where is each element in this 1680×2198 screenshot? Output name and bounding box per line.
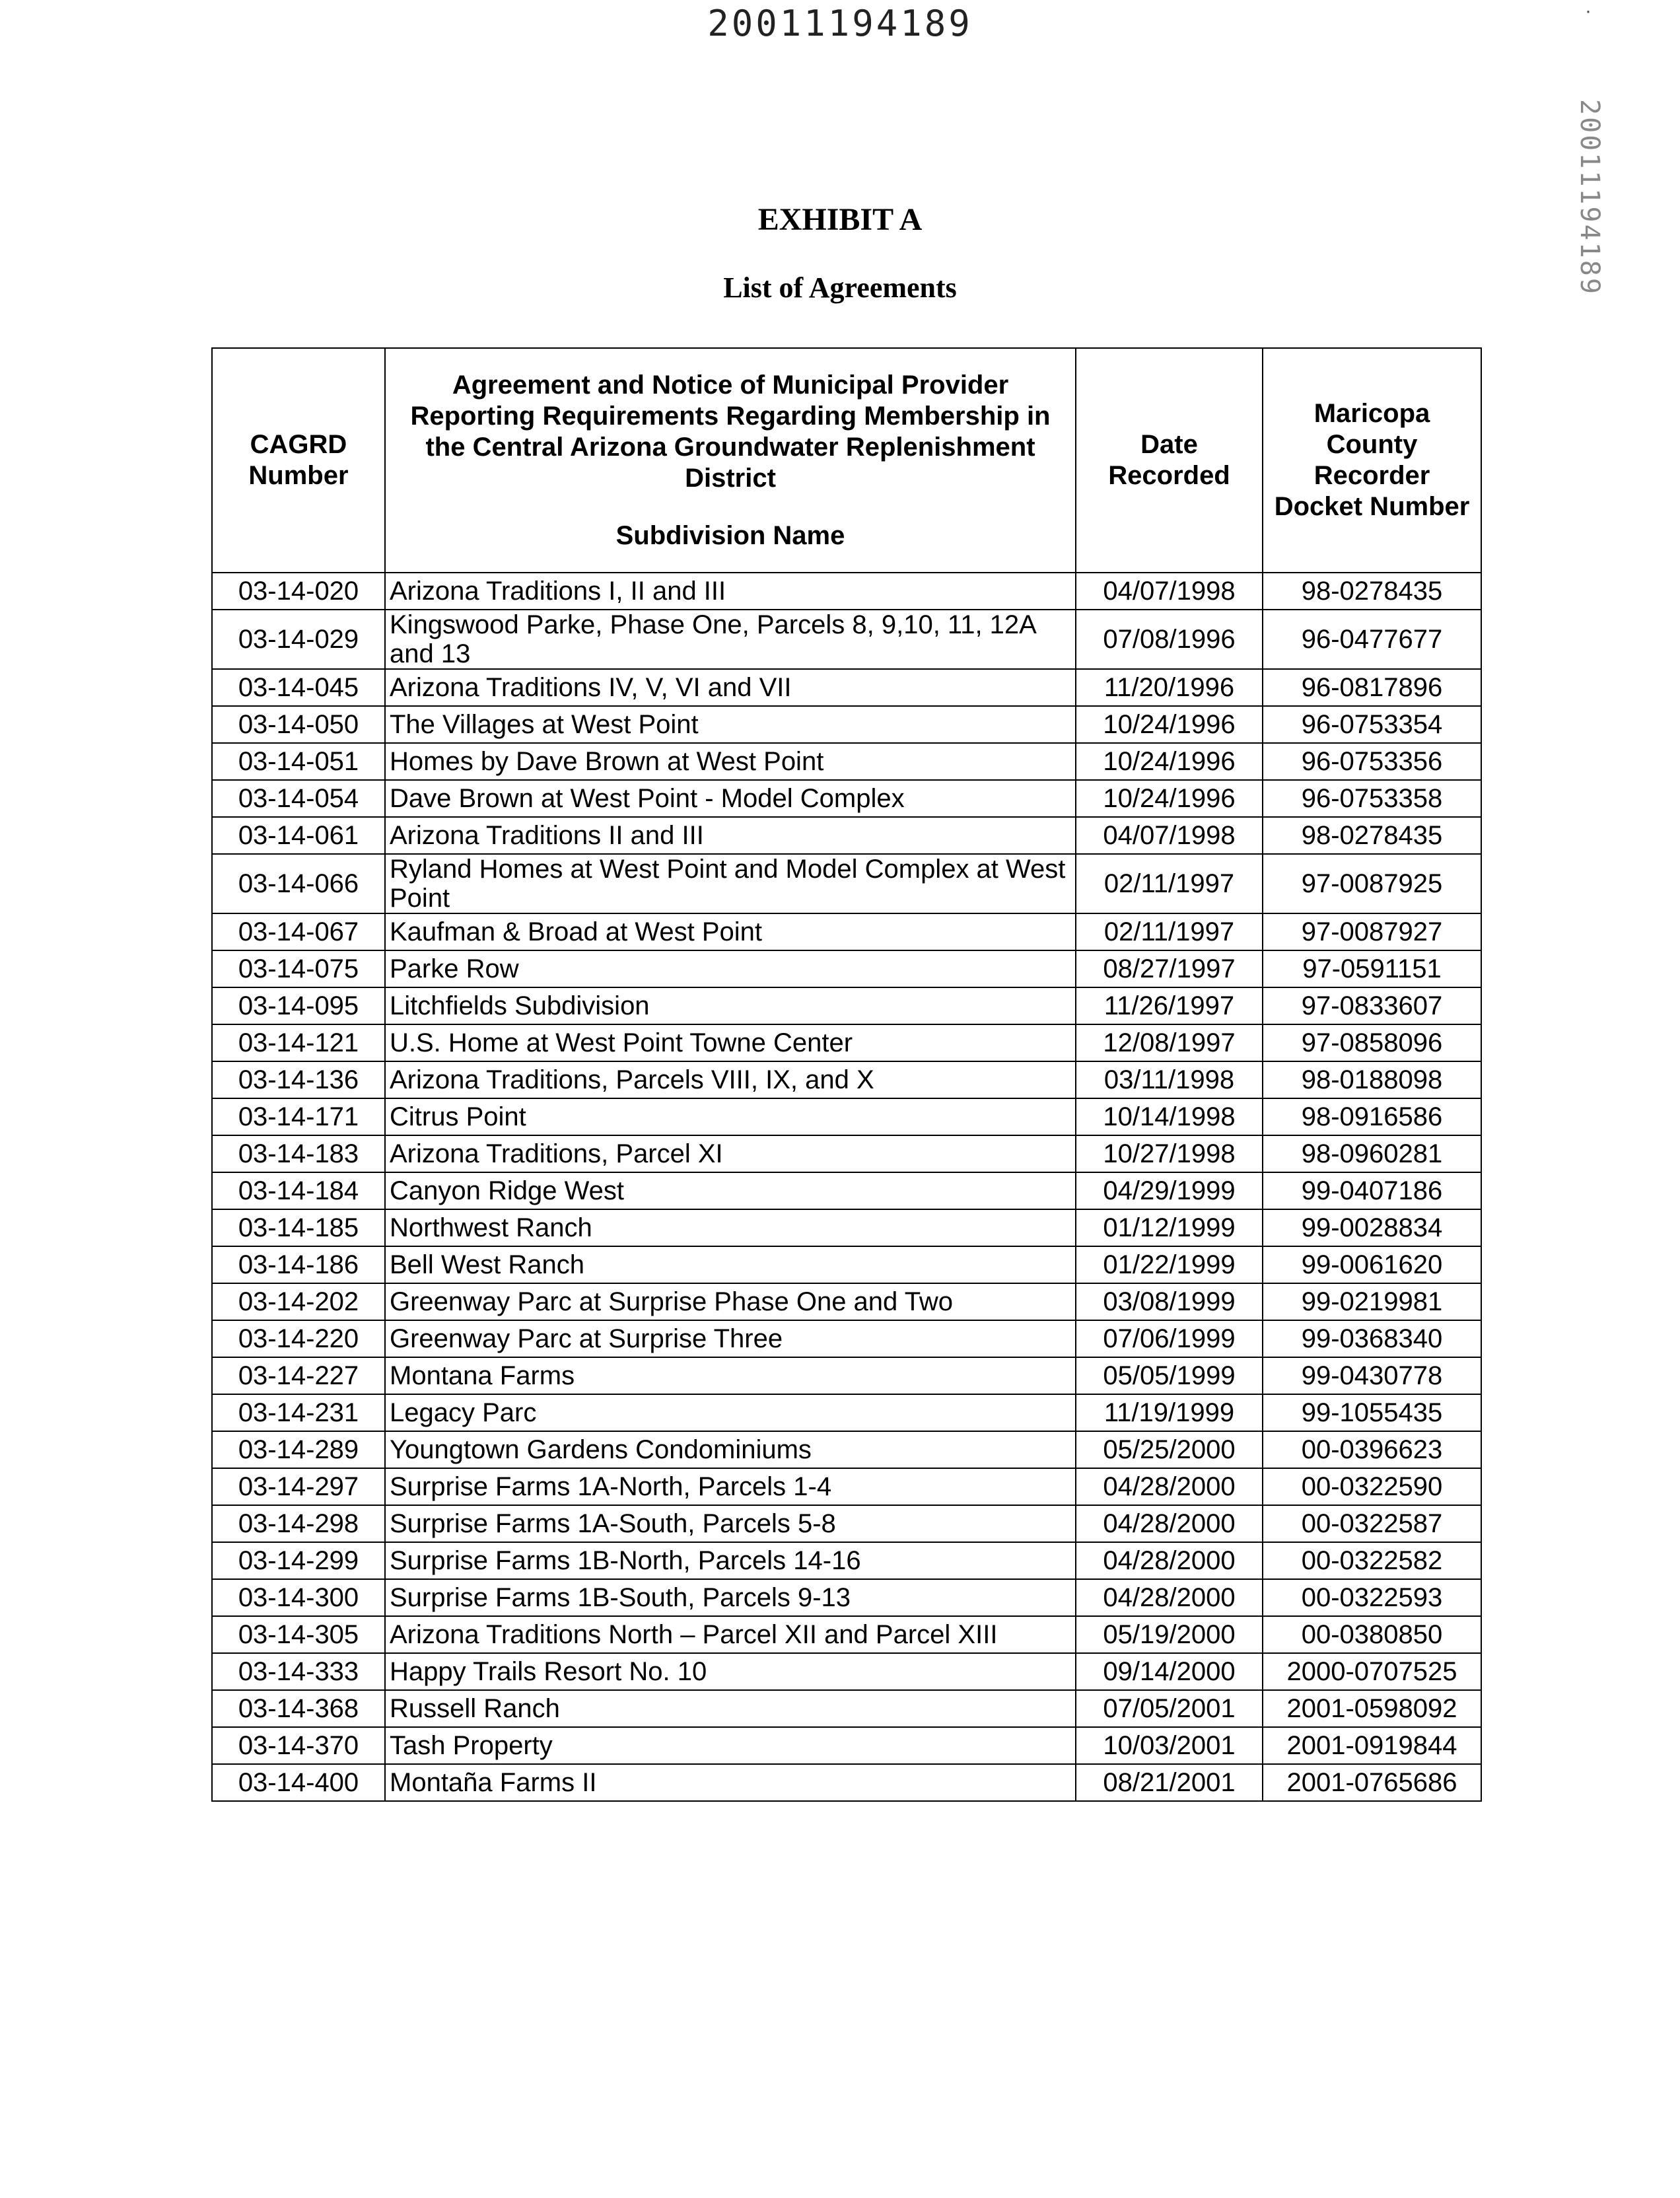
date-recorded-cell: 11/20/1996: [1076, 669, 1263, 706]
table-row: [212, 1172, 1481, 1209]
table-row: [212, 1209, 1481, 1246]
subdivision-name-cell: Greenway Parc at Surprise Phase One and Two: [385, 1283, 1076, 1320]
subdivision-name-cell: Surprise Farms 1B-North, Parcels 14-16: [385, 1542, 1076, 1579]
cagrd-cell: 03-14-185: [212, 1209, 385, 1246]
table-row: [212, 987, 1481, 1024]
subdivision-name-cell: Kingswood Parke, Phase One, Parcels 8, 9,10, 11, 12A and 13: [385, 610, 1076, 669]
cagrd-cell: 03-14-370: [212, 1727, 385, 1764]
date-recorded-cell: 09/14/2000: [1076, 1653, 1263, 1690]
subdivision-name-cell: Homes by Dave Brown at West Point: [385, 743, 1076, 780]
subdivision-name-cell: The Villages at West Point: [385, 706, 1076, 743]
cagrd-cell: 03-14-305: [212, 1616, 385, 1653]
subdivision-name-cell: Ryland Homes at West Point and Model Complex at West Point: [385, 854, 1076, 913]
docket-number-cell: 2000-0707525: [1263, 1653, 1481, 1690]
docket-number-cell: 98-0278435: [1263, 573, 1481, 610]
subdivision-name-cell: Arizona Traditions I, II and III: [385, 573, 1076, 610]
cagrd-cell: 03-14-184: [212, 1172, 385, 1209]
docket-number-cell: 97-0591151: [1263, 950, 1481, 987]
date-recorded-cell: 04/07/1998: [1076, 817, 1263, 854]
cagrd-cell: 03-14-299: [212, 1542, 385, 1579]
cagrd-cell: 03-14-171: [212, 1098, 385, 1135]
date-recorded-cell: 01/12/1999: [1076, 1209, 1263, 1246]
cagrd-cell: 03-14-045: [212, 669, 385, 706]
date-recorded-cell: 10/24/1996: [1076, 743, 1263, 780]
table-row: [212, 1394, 1481, 1431]
docket-number-cell: 97-0087925: [1263, 854, 1481, 913]
subdivision-name-cell: Canyon Ridge West: [385, 1172, 1076, 1209]
subdivision-name-cell: Youngtown Gardens Condominiums: [385, 1431, 1076, 1468]
docket-number-cell: 99-1055435: [1263, 1394, 1481, 1431]
subdivision-name-cell: Montaña Farms II: [385, 1764, 1076, 1801]
document-number: 20011194189: [707, 3, 973, 44]
subdivision-name-cell: Tash Property: [385, 1727, 1076, 1764]
date-recorded-cell: 04/07/1998: [1076, 573, 1263, 610]
table-row: [212, 1357, 1481, 1394]
docket-number-cell: 98-0278435: [1263, 817, 1481, 854]
cagrd-cell: 03-14-029: [212, 610, 385, 669]
table-row: [212, 950, 1481, 987]
date-recorded-cell: 04/28/2000: [1076, 1542, 1263, 1579]
date-recorded-cell: 04/28/2000: [1076, 1468, 1263, 1505]
corner-mark: ·: [1585, 0, 1592, 22]
subdivision-name-cell: Litchfields Subdivision: [385, 987, 1076, 1024]
cagrd-cell: 03-14-289: [212, 1431, 385, 1468]
table-row: [212, 817, 1481, 854]
cagrd-cell: 03-14-020: [212, 573, 385, 610]
table-row: [212, 1061, 1481, 1098]
docket-number-cell: 97-0858096: [1263, 1024, 1481, 1061]
table-row: [212, 1727, 1481, 1764]
docket-number-cell: 97-0087927: [1263, 913, 1481, 950]
cagrd-cell: 03-14-227: [212, 1357, 385, 1394]
date-recorded-cell: 07/06/1999: [1076, 1320, 1263, 1357]
table-row: [212, 1653, 1481, 1690]
header-agreement-title: Agreement and Notice of Municipal Provider Reporting Requirements Regarding Membership in the Central Arizona Groundwater Replenishment District: [410, 370, 1051, 493]
docket-number-cell: 99-0430778: [1263, 1357, 1481, 1394]
table-row: [212, 1098, 1481, 1135]
cagrd-cell: 03-14-298: [212, 1505, 385, 1542]
date-recorded-cell: 03/11/1998: [1076, 1061, 1263, 1098]
cagrd-cell: 03-14-183: [212, 1135, 385, 1172]
subdivision-name-cell: Happy Trails Resort No. 10: [385, 1653, 1076, 1690]
table-row: [212, 1283, 1481, 1320]
subdivision-name-cell: Bell West Ranch: [385, 1246, 1076, 1283]
date-recorded-cell: 02/11/1997: [1076, 913, 1263, 950]
subdivision-name-cell: Montana Farms: [385, 1357, 1076, 1394]
subdivision-name-cell: Arizona Traditions, Parcel XI: [385, 1135, 1076, 1172]
docket-number-cell: 96-0817896: [1263, 669, 1481, 706]
date-recorded-cell: 10/27/1998: [1076, 1135, 1263, 1172]
docket-number-cell: 99-0061620: [1263, 1246, 1481, 1283]
exhibit-title: EXHIBIT A: [757, 202, 923, 237]
date-recorded-cell: 02/11/1997: [1076, 854, 1263, 913]
date-recorded-cell: 12/08/1997: [1076, 1024, 1263, 1061]
date-recorded-cell: 10/24/1996: [1076, 706, 1263, 743]
cagrd-cell: 03-14-067: [212, 913, 385, 950]
table-row: [212, 743, 1481, 780]
cagrd-cell: 03-14-075: [212, 950, 385, 987]
header-date-recorded: Date Recorded: [1076, 348, 1263, 573]
docket-number-cell: 2001-0598092: [1263, 1690, 1481, 1727]
date-recorded-cell: 04/28/2000: [1076, 1579, 1263, 1616]
date-recorded-cell: 05/25/2000: [1076, 1431, 1263, 1468]
docket-number-cell: 98-0188098: [1263, 1061, 1481, 1098]
table-body: [212, 573, 1481, 1801]
agreements-table: [211, 347, 1482, 1802]
table-row: [212, 1505, 1481, 1542]
table-row: [212, 610, 1481, 669]
subdivision-name-cell: Legacy Parc: [385, 1394, 1076, 1431]
cagrd-cell: 03-14-220: [212, 1320, 385, 1357]
docket-number-cell: 99-0028834: [1263, 1209, 1481, 1246]
table-row: [212, 1690, 1481, 1727]
date-recorded-cell: 04/29/1999: [1076, 1172, 1263, 1209]
cagrd-cell: 03-14-368: [212, 1690, 385, 1727]
table-row: [212, 1431, 1481, 1468]
table-row: [212, 706, 1481, 743]
docket-number-cell: 96-0753354: [1263, 706, 1481, 743]
date-recorded-cell: 05/05/1999: [1076, 1357, 1263, 1394]
table-row: [212, 1135, 1481, 1172]
header-cagrd-number: CAGRD Number: [212, 348, 385, 573]
subdivision-name-cell: Surprise Farms 1A-South, Parcels 5-8: [385, 1505, 1076, 1542]
cagrd-cell: 03-14-297: [212, 1468, 385, 1505]
date-recorded-cell: 08/27/1997: [1076, 950, 1263, 987]
date-recorded-cell: 07/05/2001: [1076, 1690, 1263, 1727]
cagrd-cell: 03-14-095: [212, 987, 385, 1024]
cagrd-cell: 03-14-186: [212, 1246, 385, 1283]
table-row: [212, 1579, 1481, 1616]
docket-number-cell: 00-0396623: [1263, 1431, 1481, 1468]
table-row: [212, 1764, 1481, 1801]
header-agreement: [385, 348, 1076, 573]
table-row: [212, 573, 1481, 610]
date-recorded-cell: 10/24/1996: [1076, 780, 1263, 817]
cagrd-cell: 03-14-400: [212, 1764, 385, 1801]
cagrd-cell: 03-14-054: [212, 780, 385, 817]
table-row: [212, 1320, 1481, 1357]
table-row: [212, 1542, 1481, 1579]
docket-number-cell: 99-0368340: [1263, 1320, 1481, 1357]
subdivision-name-cell: Citrus Point: [385, 1098, 1076, 1135]
cagrd-cell: 03-14-121: [212, 1024, 385, 1061]
date-recorded-cell: 10/03/2001: [1076, 1727, 1263, 1764]
date-recorded-cell: 10/14/1998: [1076, 1098, 1263, 1135]
docket-number-cell: 99-0407186: [1263, 1172, 1481, 1209]
date-recorded-cell: 11/19/1999: [1076, 1394, 1263, 1431]
subdivision-name-cell: Kaufman & Broad at West Point: [385, 913, 1076, 950]
subdivision-name-cell: Arizona Traditions IV, V, VI and VII: [385, 669, 1076, 706]
docket-number-cell: 00-0322593: [1263, 1579, 1481, 1616]
docket-number-cell: 00-0322582: [1263, 1542, 1481, 1579]
table-row: [212, 669, 1481, 706]
date-recorded-cell: 01/22/1999: [1076, 1246, 1263, 1283]
table-row: [212, 854, 1481, 913]
date-recorded-cell: 11/26/1997: [1076, 987, 1263, 1024]
header-docket-number: Maricopa County Recorder Docket Number: [1263, 348, 1481, 573]
docket-number-cell: 00-0322587: [1263, 1505, 1481, 1542]
cagrd-cell: 03-14-300: [212, 1579, 385, 1616]
cagrd-cell: 03-14-050: [212, 706, 385, 743]
docket-number-cell: 98-0916586: [1263, 1098, 1481, 1135]
date-recorded-cell: 08/21/2001: [1076, 1764, 1263, 1801]
docket-number-cell: 99-0219981: [1263, 1283, 1481, 1320]
docket-number-cell: 96-0753356: [1263, 743, 1481, 780]
table-row: [212, 1246, 1481, 1283]
cagrd-cell: 03-14-051: [212, 743, 385, 780]
table-row: [212, 1616, 1481, 1653]
subdivision-name-cell: Russell Ranch: [385, 1690, 1076, 1727]
docket-number-cell: 2001-0919844: [1263, 1727, 1481, 1764]
subdivision-name-cell: Surprise Farms 1A-North, Parcels 1-4: [385, 1468, 1076, 1505]
docket-number-cell: 96-0753358: [1263, 780, 1481, 817]
cagrd-cell: 03-14-202: [212, 1283, 385, 1320]
date-recorded-cell: 03/08/1999: [1076, 1283, 1263, 1320]
subdivision-name-cell: Arizona Traditions North – Parcel XII and Parcel XIII: [385, 1616, 1076, 1653]
docket-number-cell: 00-0380850: [1263, 1616, 1481, 1653]
subdivision-name-cell: Arizona Traditions, Parcels VIII, IX, and X: [385, 1061, 1076, 1098]
subdivision-name-cell: Northwest Ranch: [385, 1209, 1076, 1246]
table-row: [212, 1468, 1481, 1505]
docket-number-cell: 2001-0765686: [1263, 1764, 1481, 1801]
table-row: [212, 780, 1481, 817]
cagrd-cell: 03-14-066: [212, 854, 385, 913]
cagrd-cell: 03-14-333: [212, 1653, 385, 1690]
header-subdivision-name: Subdivision Name: [615, 520, 845, 550]
subdivision-name-cell: Parke Row: [385, 950, 1076, 987]
table-row: [212, 1024, 1481, 1061]
table-header-row: [212, 348, 1481, 573]
subdivision-name-cell: Greenway Parc at Surprise Three: [385, 1320, 1076, 1357]
subdivision-name-cell: Arizona Traditions II and III: [385, 817, 1076, 854]
cagrd-cell: 03-14-136: [212, 1061, 385, 1098]
docket-number-cell: 96-0477677: [1263, 610, 1481, 669]
exhibit-subtitle: List of Agreements: [723, 271, 957, 304]
date-recorded-cell: 07/08/1996: [1076, 610, 1263, 669]
docket-number-cell: 98-0960281: [1263, 1135, 1481, 1172]
date-recorded-cell: 04/28/2000: [1076, 1505, 1263, 1542]
subdivision-name-cell: Dave Brown at West Point - Model Complex: [385, 780, 1076, 817]
table-row: [212, 913, 1481, 950]
docket-number-cell: 00-0322590: [1263, 1468, 1481, 1505]
docket-number-cell: 97-0833607: [1263, 987, 1481, 1024]
subdivision-name-cell: Surprise Farms 1B-South, Parcels 9-13: [385, 1579, 1076, 1616]
side-stamp-text: 20011194189: [1574, 99, 1605, 296]
cagrd-cell: 03-14-231: [212, 1394, 385, 1431]
date-recorded-cell: 05/19/2000: [1076, 1616, 1263, 1653]
cagrd-cell: 03-14-061: [212, 817, 385, 854]
subdivision-name-cell: U.S. Home at West Point Towne Center: [385, 1024, 1076, 1061]
